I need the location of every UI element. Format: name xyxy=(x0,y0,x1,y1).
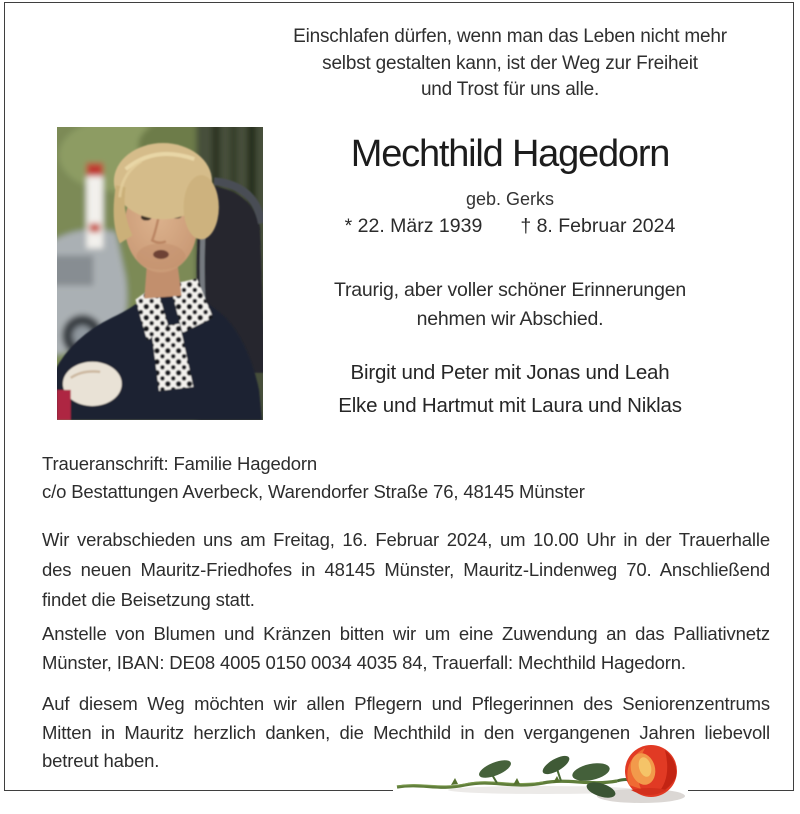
portrait-photo xyxy=(57,127,263,420)
life-dates xyxy=(268,214,752,238)
thanks-line: Auf diesem Weg möchten wir allen Pflegern und Pflegerinnen des Seniorenzentrums xyxy=(42,693,770,714)
farewell-line: nehmen wir Abschied. xyxy=(416,308,604,330)
mourner-line: Elke und Hartmut mit Laura und Niklas xyxy=(338,393,682,417)
farewell-text xyxy=(268,276,752,334)
death-date: † 8. Februar 2024 xyxy=(520,215,676,237)
farewell-line: Traurig, aber voller schöner Erinnerungen xyxy=(333,279,687,301)
mourners-list xyxy=(268,357,752,422)
mourning-address-line: c/o Bestattungen Averbeck, Warendorfer Straße 76, 48145 Münster xyxy=(42,481,585,502)
epigraph-line: Einschlafen dürfen, wenn man das Leben nicht mehr xyxy=(293,26,727,47)
donation-info-paragraph xyxy=(42,620,770,677)
maiden-name: geb. Gerks xyxy=(465,189,555,209)
donation-info-line: Münster, IBAN: DE08 4005 0150 0034 4035 84, Trauerfall: Mechthild Hagedorn. xyxy=(42,651,686,673)
thanks-line: betreut haben. xyxy=(42,750,160,771)
epigraph-line: selbst gestalten kann, ist der Weg zur Freiheit xyxy=(322,52,698,74)
birth-date: * 22. März 1939 xyxy=(344,215,483,237)
funeral-info-line: Wir verabschieden uns am Freitag, 16. Februar 2024, um 10.00 Uhr in der Trauerhalle xyxy=(42,529,770,550)
epigraph-line: und Trost für uns alle. xyxy=(420,79,600,100)
mourning-address-line: Traueranschrift: Familie Hagedorn xyxy=(42,453,318,474)
portrait-photo-graphic xyxy=(57,127,263,420)
deceased-name: Mechthild Hagedorn xyxy=(350,133,670,175)
rose-graphic xyxy=(393,743,688,807)
funeral-info-line: des neuen Mauritz-Friedhofes in 48145 Münster, Mauritz-Lindenweg 70. Anschließend xyxy=(42,559,770,580)
funeral-info-paragraph xyxy=(42,525,770,615)
funeral-info-line: findet die Beisetzung statt. xyxy=(42,589,255,610)
donation-info-line: Anstelle von Blumen und Kränzen bitten wir um eine Zuwendung an das Palliativnetz xyxy=(42,623,770,644)
epigraph xyxy=(268,24,752,104)
rose-image xyxy=(393,743,688,807)
thanks-line: Mitten in Mauritz herzlich danken, die Mechthild in den vergangenen Jahren liebevoll xyxy=(42,721,770,743)
mourner-line: Birgit und Peter mit Jonas und Leah xyxy=(350,361,670,384)
mourning-address-paragraph xyxy=(42,450,770,506)
